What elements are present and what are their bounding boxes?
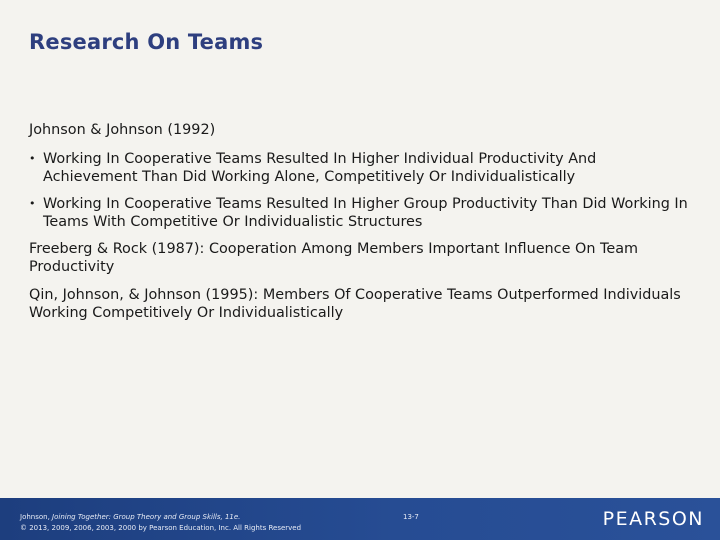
pearson-logo: PEARSON bbox=[602, 508, 704, 530]
study-johnson-1992: Johnson & Johnson (1992) bbox=[29, 122, 216, 138]
bullet-icon: • bbox=[29, 197, 36, 210]
page-number: 13-7 bbox=[403, 513, 419, 521]
citation-author: Johnson, bbox=[20, 513, 50, 521]
citation-book: Joining Together: Group Theory and Group Skills, 11e. bbox=[52, 513, 241, 521]
bullet-text: Working In Cooperative Teams Resulted In Higher Group Productivity Than Did Working In Teams With Competitive Or Individualistic Structures bbox=[43, 196, 688, 230]
bullet-list bbox=[29, 150, 689, 231]
slide-title: Research On Teams bbox=[29, 30, 264, 54]
bullet-icon: • bbox=[29, 152, 36, 165]
footer-citation bbox=[20, 512, 301, 534]
bullet-item bbox=[29, 195, 689, 231]
bullet-item bbox=[29, 150, 689, 186]
study-qin-johnson: Qin, Johnson, & Johnson (1995): Members Of Cooperative Teams Outperformed Individuals Working Competitively Or Individualistically bbox=[29, 287, 681, 321]
footer-bar bbox=[0, 498, 720, 540]
slide-content bbox=[29, 121, 689, 322]
citation-copyright: © 2013, 2009, 2006, 2003, 2000 by Pearson Education, Inc. All Rights Reserved bbox=[20, 524, 302, 532]
bullet-text: Working In Cooperative Teams Resulted In Higher Individual Productivity And Achievement Than Did Working Alone, Competitively Or Individualistically bbox=[43, 151, 597, 185]
study-freeberg-rock: Freeberg & Rock (1987): Cooperation Among Members Important Influence On Team Productivity bbox=[29, 241, 639, 275]
